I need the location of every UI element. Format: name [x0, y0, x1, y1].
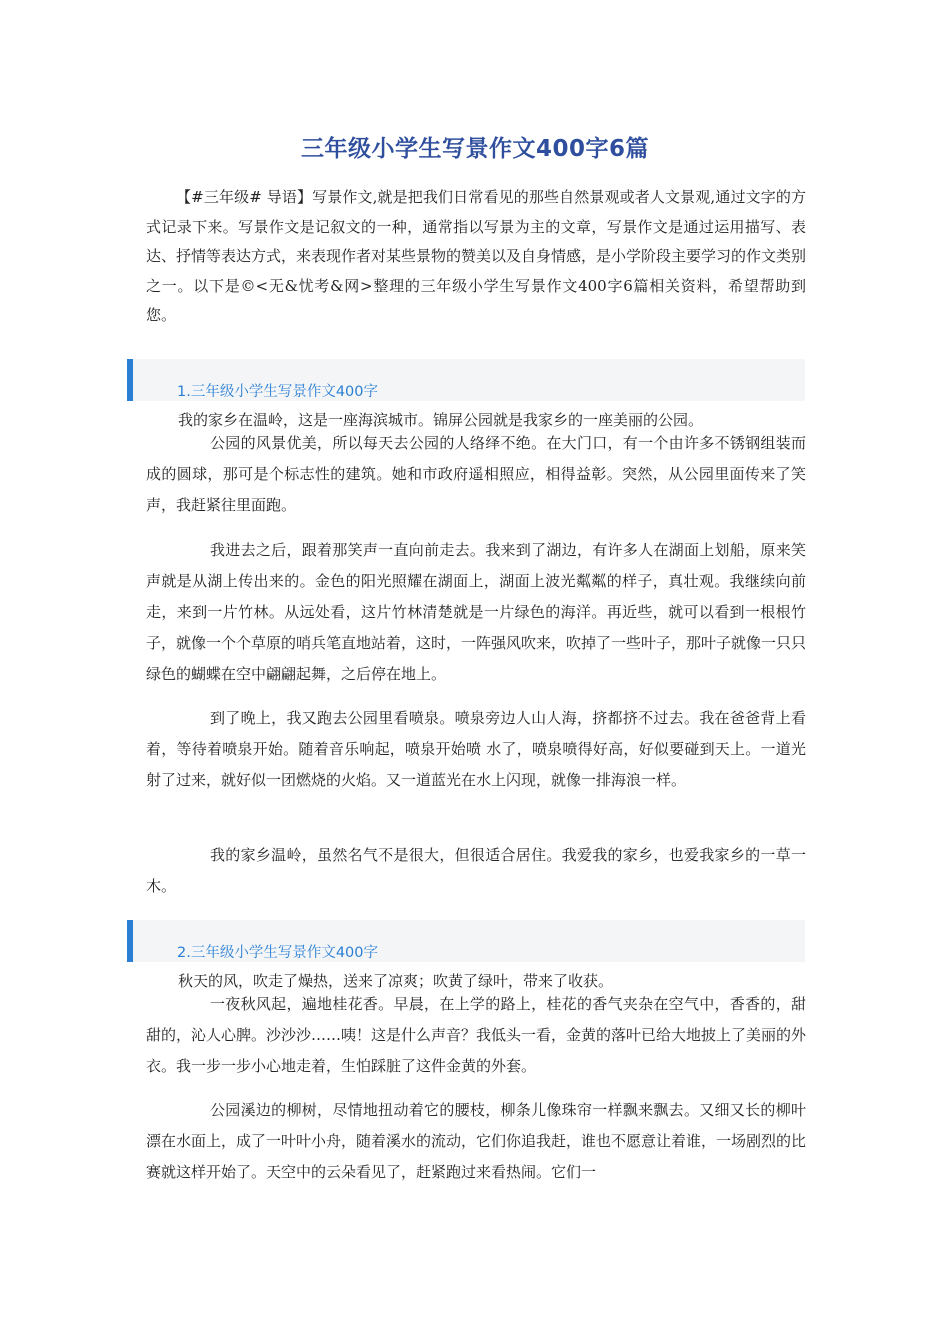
section-1-paragraph-3: 我进去之后，跟着那笑声一直向前走去。我来到了湖边，有许多人在湖面上划船，原来笑声就是从湖上传出来的。金色的阳光照耀在湖面上，湖面上波光粼粼的样子，真壮观。我继续向前走，来到一片竹林。从远处看，这片竹林清楚就是一片绿色的海洋。再近些，就可以看到一根根竹子，就像一个个草原的哨兵笔直地站着，这时，一阵强风吹来，吹掉了一些叶子，那叶子就像一只只绿色的蝴蝶在空中翩翩起舞，之后停在地上。: [146, 541, 807, 683]
section-1-paragraph-4: 到了晚上，我又跑去公园里看喷泉。喷泉旁边人山人海，挤都挤不过去。我在爸爸背上看着，等待着喷泉开始。随着音乐响起，喷泉开始喷 水了，喷泉喷得好高，好似要碰到天上。一道光射了过来，就好似一团燃烧的火焰。又一道蓝光在水上闪现，就像一排海浪一样。: [146, 709, 806, 789]
section-header-1: [127, 359, 805, 401]
section-accent-bar: [127, 359, 133, 401]
document-title: 三年级小学生写景作文400字6篇: [300, 136, 649, 162]
intro-paragraph: 【#三年级# 导语】写景作文,就是把我们日常看见的那些自然景观或者人文景观,通过文字的方式记录下来。写景作文是记叙文的一种，通常指以写景为主的文章，写景作文是通过运用描写、表达、抒情等表达方式，来表现作者对某些景物的赞美以及自身情感，是小学阶段主要学习的作文类别之一。以下是©<无&忧考&网>整理的三年级小学生写景作文400字6篇相关资料，希望帮助到您。: [146, 188, 807, 324]
section-1-paragraph-1: 我的家乡在温岭，这是一座海滨城市。锦屏公园就是我家乡的一座美丽的公园。: [178, 411, 704, 429]
section-2-paragraph-2: 一夜秋风起，遍地桂花香。早晨，在上学的路上，桂花的香气夹杂在空气中，香香的，甜甜的，沁人心脾。沙沙沙……咦！这是什么声音？我低头一看，金黄的落叶已给大地披上了美丽的外衣。我一步一步小心地走着，生怕踩脏了这件金黄的外套。: [146, 995, 807, 1075]
section-1-paragraph-2: 公园的风景优美，所以每天去公园的人络绎不绝。在大门口，有一个由许多不锈钢组装而成的圆球，那可是个标志性的建筑。她和市政府遥相照应，相得益彰。突然，从公园里面传来了笑声，我赶紧往里面跑。: [146, 434, 806, 514]
section-accent-bar: [127, 920, 133, 962]
section-heading-2: 2.三年级小学生写景作文400字: [177, 945, 379, 961]
section-heading-1: 1.三年级小学生写景作文400字: [177, 384, 379, 400]
section-2-paragraph-1: 秋天的风，吹走了燥热，送来了凉爽；吹黄了绿叶，带来了收获。: [178, 972, 614, 990]
section-1-paragraph-5: 我的家乡温岭，虽然名气不是很大，但很适合居住。我爱我的家乡，也爱我家乡的一草一木。: [146, 846, 806, 895]
section-2-paragraph-3: 公园溪边的柳树，尽情地扭动着它的腰枝，柳条儿像珠帘一样飘来飘去。又细又长的柳叶漂在水面上，成了一叶叶小舟，随着溪水的流动，它们你追我赶，谁也不愿意让着谁，一场剧烈的比赛就这样开始了。天空中的云朵看见了，赶紧跑过来看热闹。它们一: [146, 1101, 807, 1181]
section-header-2: [127, 920, 805, 962]
